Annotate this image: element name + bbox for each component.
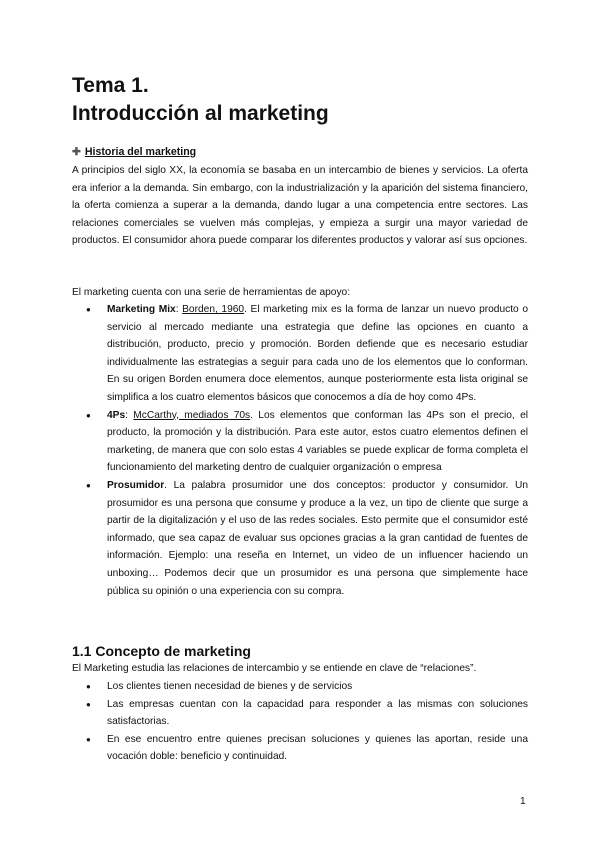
concepto-intro: El Marketing estudia las relaciones de intercambio y se entiende en clave de “relaciones”. — [72, 663, 477, 674]
title-line-1: Tema 1. — [72, 74, 149, 97]
page-number: 1 — [520, 796, 526, 807]
concepto-list — [72, 678, 528, 766]
tools-intro: El marketing cuenta con una serie de herramientas de apoyo: — [72, 287, 351, 298]
list-item-marketing-mix: ● Marketing Mix: Borden, 1960. El marketing mix es la forma de lanzar un nuevo producto o servicio al mercado mediante una estrategia que define las opciones en cuanto a distribución, producto, precio y promoción. Borden defiende que es necesario estudiar individualmente las estrategias a seguir para cada uno de los elementos que lo conforman. En su origen Borden enumera doce elementos, aunque posteriormente esta lista original se simplifica a los cuatro elementos básicos que conocemos a día de hoy como 4Ps. — [72, 301, 528, 407]
historia-paragraph: A principios del siglo XX, la economía se basaba en un intercambio de bienes y servicios. La oferta era inferior a la demanda. Sin embargo, con la industrialización y la aparición del sistema financiero, la oferta comienza a superar a la demanda, dando lugar a una competencia entre sectores. Las relaciones comerciales se vuelven más complejas, y empieza a surgir una mayor variedad de productos. El consumidor ahora puede comparar los diferentes productos y valorar así sus opciones. — [72, 165, 528, 247]
list-item-prosumidor — [72, 477, 528, 600]
list-item-clientes: ● Los clientes tienen necesidad de bienes y de servicios — [72, 678, 528, 696]
text-marketing-mix: . El marketing mix es la forma de lanzar un nuevo producto o servicio al mercado mediante una estrategia que define las opciones en cuanto a distribución, producto, precio y promoción. Borden defiende que es necesario estudiar individualmente las estrategias a seguir para cada uno de los elementos que lo conforman. En su origen Borden enumera doce elementos, aunque posteriormente esta lista original se simplifica a los cuatro elementos básicos que conocemos a día de hoy como 4Ps. — [107, 304, 528, 403]
section-heading-concepto: 1.1 Concepto de marketing — [72, 643, 251, 659]
ref-mccarthy: McCarthy, mediados 70s — [133, 409, 251, 421]
list-item-4ps: ● 4Ps: McCarthy, mediados 70s. Los elementos que conforman las 4Ps son el precio, el producto, la promoción y la distribución. Para este autor, estos cuatro elementos definen el marketing, de manera que con solo estas 4 variables se puede explicar de forma completa el funcionamiento del marketing dentro de cualquier organización o empresa — [72, 407, 528, 477]
text-4ps: . Los elementos que conforman las 4Ps son el precio, el producto, la promoción y la distribución. Para este autor, estos cuatro elementos definen el marketing, de manera que con solo estas 4 variables se puede explicar de forma completa el funcionamiento del marketing dentro de cualquier organización o empresa — [107, 409, 528, 474]
list-item-encuentro: ● En ese encuentro entre quienes precisan soluciones y quienes las aportan, reside una vocación doble: beneficio y continuidad. — [72, 731, 528, 766]
term-prosumidor: Prosumidor — [107, 479, 165, 491]
text-prosumidor: . La palabra prosumidor une dos conceptos: productor y consumidor. Un prosumidor es una persona que consume y produce a la vez, un tipo de cliente que surge a partir de la digitalización y el uso de las redes sociales. Esto permite que el consumidor esté informado, que sea capaz de evaluar sus opciones gracias a la gran cantidad de fuentes de información. Ejemplo: una reseña en Internet, un video de un influencer haciendo un unboxing… Podemos decir que un prosumidor es una persona que simplemente hace pública su opinión o una experiencia con su compra. — [107, 479, 528, 597]
section-heading-historia — [72, 144, 196, 162]
ref-borden: Borden, 1960 — [182, 304, 245, 315]
page-title — [72, 72, 329, 128]
term-4ps: 4Ps — [107, 409, 126, 421]
tools-list — [72, 301, 528, 600]
term-marketing-mix: Marketing Mix — [107, 304, 176, 315]
section-heading-text: Historia del marketing — [84, 146, 197, 158]
list-item-empresas: ● Las empresas cuentan con la capacidad para responder a las mismas con soluciones satisfactorias. — [72, 696, 528, 731]
plus-icon: ✚ — [72, 146, 81, 158]
title-line-2: Introducción al marketing — [72, 102, 329, 125]
